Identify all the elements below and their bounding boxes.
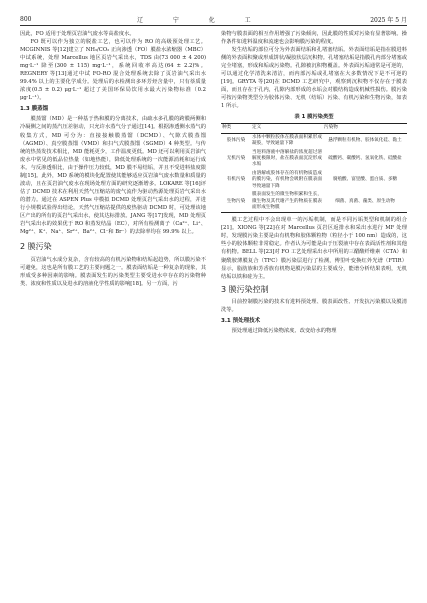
- section-heading-3-1: 3.1 预处理技术: [221, 317, 261, 324]
- table-cell-definition: 当进料溶液中溶解盐的浓度超过溶解度极限时，盐在膜表面沉淀形成水垢: [252, 149, 322, 168]
- paragraph: 发生结垢的部位可分为外表面结垢和孔堵塞结垢。外表面结垢是指在膜进料侧的外表面积聚或形成饼状/凝胶状层沉积物。孔堵塞结垢是指膜孔内部分堵塞或完全堵塞，形成和垢或污染物。孔隙被沉积物覆盖。外表面污垢通常是可逆的，可以通过化学清洗来清洁，而内部污垢或孔堵塞在大多数情况下是不可逆的[19]。GRYTA 等[20]在 DCMD 工艺研究中，观察到沉积物不仅存在于膜表面，而且存在于孔内，孔隙内部形成的水垢会对膜结构造成机械性损伤。膜污染可按污染物类型分为胶体污染、无机（结垢）污染、有机污染和生物污染，如表 1 所示。: [221, 47, 407, 110]
- page-number: 800: [20, 15, 32, 23]
- journal-name: 辽 宁 化 工: [136, 16, 265, 24]
- fouling-types-table: [221, 123, 407, 213]
- table-cell-kind: 生物污染: [221, 191, 251, 213]
- section-heading-2: 2 膜污染: [20, 242, 52, 252]
- header-rule: [20, 25, 407, 26]
- paragraph: FO 既可以作为独立的脱盐工艺，也可以作为 RO 的高级预处理工艺。MCGINNIS 等[12]建立了 NH₃/CO₂ 正向渗透（FO）膜盐水浓缩器（MBC）中试系统，处理 Marcellus 地区页岩气采出水，TDS 由(73 000 ± 4 200) mg·L⁻¹ 降至(300 ± 115) mg·L⁻¹，系统回收率高达(64 ± 2.2)%。REGNERY 等[13]通过中试 FO-RO 混合处理系统去除了页岩油气采出水 99.4% 以上的主要化学成分。处理后的水检测出多环芳烃含量中，只有萘质量浓度(0.5 ± 0.2) μg·L⁻¹ 超过了美国环保局饮用水最大污染物标准（0.2 μg·L⁻¹）。: [20, 39, 206, 102]
- table-cell-pollutant: 悬浮颗粒有机物、胶体氧化硅、黏土: [328, 138, 402, 144]
- table-row: [221, 170, 407, 191]
- table-cell-definition: 水体中颗粒胶体在膜表面积累形成凝胶，导致通量下降: [252, 134, 322, 147]
- table-cell-definition: 膜表面发生的微生物积累和生长，微生物及其代谢产生的物质在膜表面形成生物膜: [251, 191, 323, 213]
- paragraph: 膜工艺过程中不会出现单一的污垢机制，而是不同污垢类型和机制的组合[21]。XIONG 等[22]在对 Marcellus 页岩区返排水和采出水进行 MF 处理时，发现膜污染主要是由有机物和胶体颗粒物（粒径小于 100 nm）造成的，这些小的胶体颗粒非常稳定。作者认为可能是由于压裂液中存在表面活性剂和其他有机物。BELL 等[23]对 FO 工艺处理采出水中所用的三醋酸纤维素（CTA）和聚酰胺薄膜复合（TFC）膜污染层进行了检测，傅里叶变换红外光谱（FTIR）显示，脂肪族和芳香族有机物是膜污染层的主要成分，能谱分析结果表明，无机结垢以铁和硅为主。: [221, 217, 407, 280]
- table-header-cell: 定义: [251, 124, 323, 133]
- running-header: [20, 14, 407, 24]
- paragraph: 目前控制膜污染的技术有进料预处理、膜表面改性、开发抗污染膜以及膜清洗等。: [221, 298, 407, 313]
- section-heading-1-3: 1.3 膜蒸馏: [20, 106, 49, 113]
- table-cell-pollutant: 腐殖酸、富里酸、蛋白质、多糖: [332, 177, 398, 183]
- paragraph: 预处理通过降低污染物浓度、改变给水的物理: [231, 327, 337, 334]
- table-row: [221, 191, 407, 213]
- table-row: [221, 149, 407, 170]
- left-column: [20, 30, 206, 288]
- right-column: [221, 30, 407, 335]
- issue-date: 2025 年 5 月: [370, 16, 407, 24]
- paragraph: 染物与膜表面的相互作用增强了污染倾向，因此膜的性质对污染有显著影响。操作条件如进料温度和流速也会影响膜污染的程度。: [221, 31, 407, 46]
- table-cell-kind: 胶体污染: [226, 138, 246, 144]
- table-cell-kind: 无机污染: [226, 156, 246, 162]
- paragraph: 页岩油气水成分复杂，含有较高的有机污染物和结垢起趋势，所以膜污染不可避免，这也是所有膜工艺的主要问题之一。膜表面结垢是一种复杂的现象，其形成受多种因素的影响。膜表面发生的污染类型主要受进水中存在的污染物种类、浓度和性质以及进水的溶液化学性质的影响[18]。另一方面，污: [20, 257, 206, 288]
- table-header-cell: 种类: [221, 124, 251, 133]
- table-header-cell: 污染物: [323, 124, 407, 133]
- table-cell-definition: 由溶解或胶体存在的有机物质造成的膜污染，有机物会吸附在膜表面导致通量下降: [252, 171, 322, 189]
- table-header-row: [221, 124, 407, 133]
- section-heading-3: 3 膜污染控制: [221, 284, 269, 294]
- table-cell-pollutant: 细菌、真菌、藻类、原生动物: [323, 191, 407, 213]
- table-cell-kind: 有机污染: [226, 177, 246, 183]
- paragraph: 膜蒸馏（MD）是一种基于热和膜的分离技术，由疏水多孔膜的跨膜两侧和冷凝侧之间的蒸汽压差驱动，只允许水蒸气分子通过[14]。根据渗透侧水蒸气的收集方式，MD 可分为：直接接触膜蒸馏（DCMD）、气隙式膜蒸馏（AGMD）、真空膜蒸馏（VMD）和扫气式膜蒸馏（SGMD）4 种类型。与传统的热蒸发技术相比，MD 能耗更少，工作温度更低。MD 还可以利用页岩油气废水中常见的低品位热量（如地热能），降低处理系统的一次能源消耗和运行成本。与反渗透相比，由于操作压力较低，MD 膜不易结垢，并且不受进料盐度限制[15]。此外，MD 系统的模块化配置使其能够适应页岩油气废水数量和质量的波动，且在页岩油气废水在现场处理方面的研究逐渐增多。LOKARE 等[16]评估了 DCMD 技术在利用天然气压缩站的废气流作为驱动热源处理页岩气采出水的潜力。通过在 ASPEN Plus 中模拟 DCMD 处理页岩气采出水的过程，并进行小规模试验得出结论，天然气压缩站提供的废热驱动 DCMD 时，可处理该地区产出的所有的页岩气采出水，使其达标排放。JANG 等[17]发现，MD 处理页岩气采出水的效果优于 RO 和蒸发结晶（EC），对所有检测离子（Ca²⁺、Li⁺、Mg²⁺、K⁺、Na⁺、Sr²⁺、Ba²⁺、Cl⁻和 Br⁻）的去除率均在 99.9% 以上。: [20, 116, 206, 236]
- table-row: [221, 133, 407, 149]
- table-caption: 表 1 膜污染类型: [294, 114, 334, 121]
- paragraph: 因此，FO 适用于处理页岩油气废水等高盐度水。: [20, 31, 135, 37]
- table-cell-pollutant: 硫酸钙、碳酸钙、氢氧化铁、硅酸盐: [328, 156, 402, 162]
